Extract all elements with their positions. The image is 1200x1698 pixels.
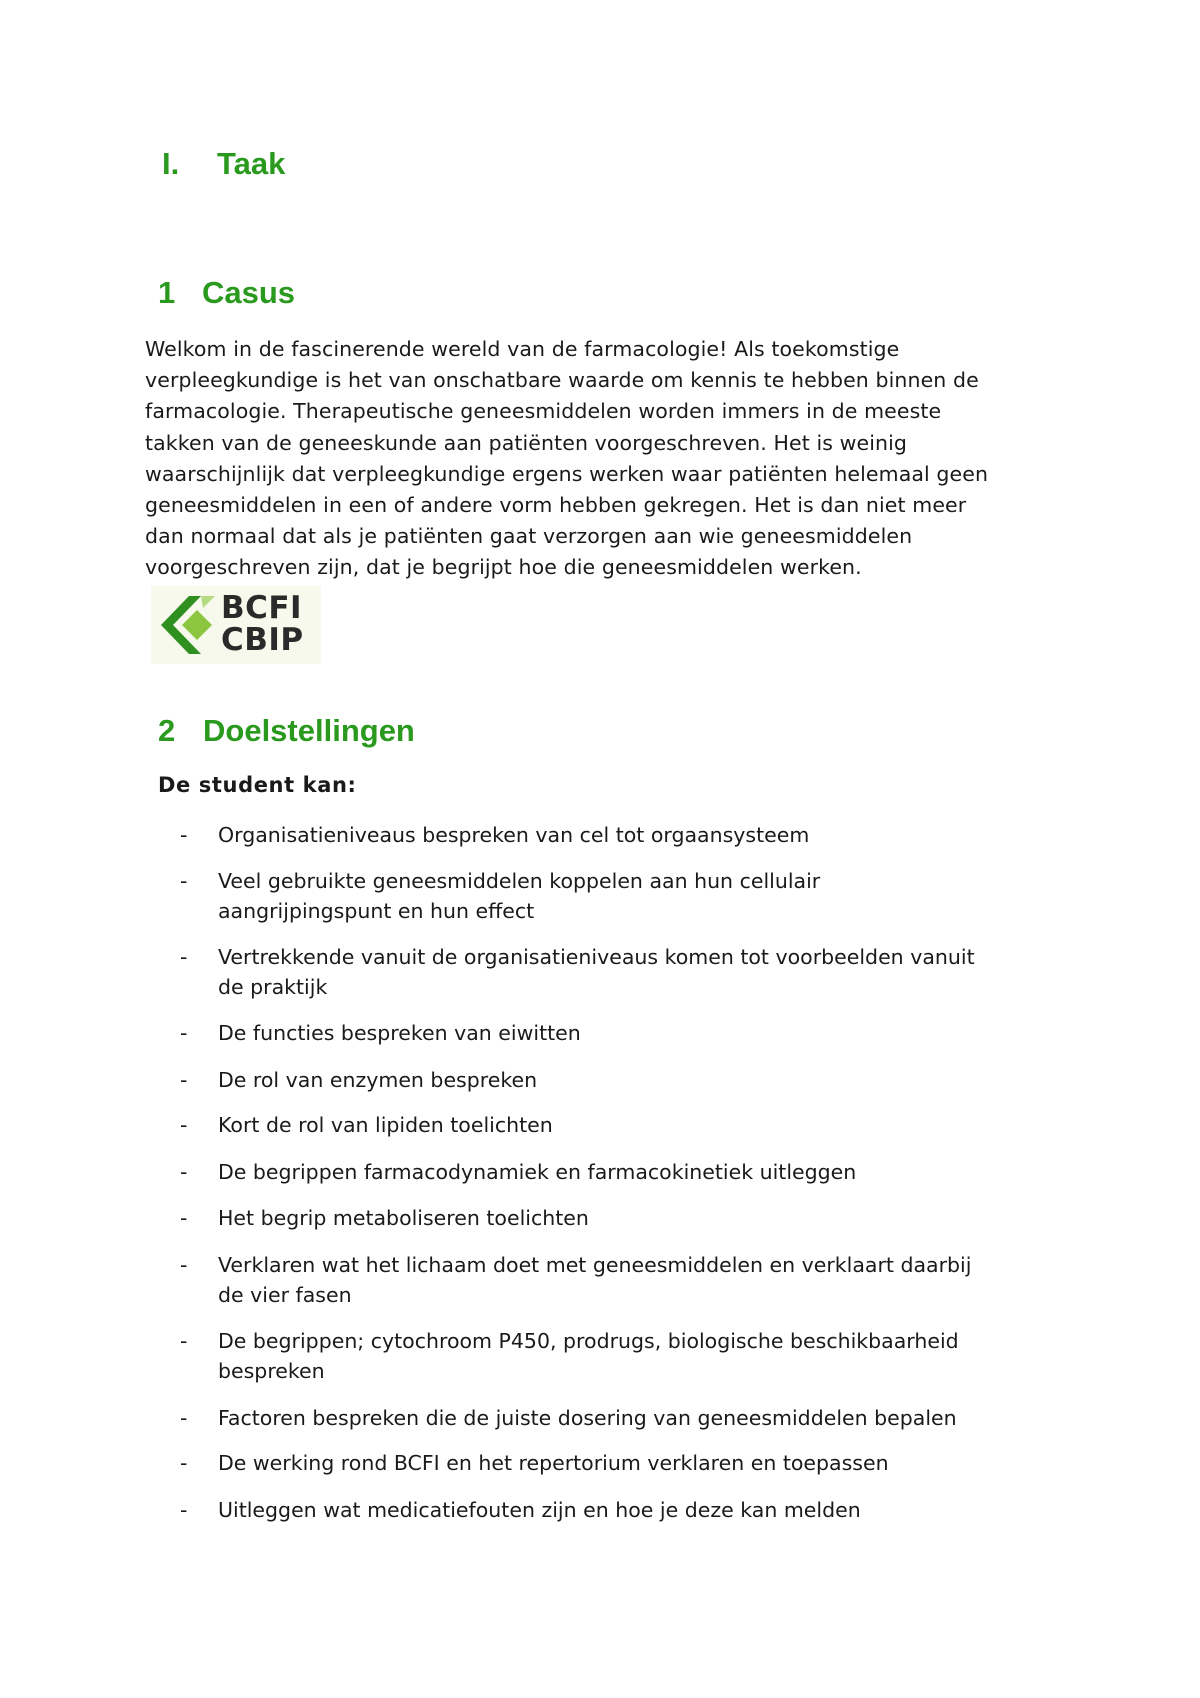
list-item-text [218,1018,1078,1048]
list-item-text [218,1495,1078,1525]
bullet-dash: - [180,945,188,969]
heading-title: Casus [202,275,296,310]
list-item-line: Kort de rol van lipiden toelichten [218,1113,553,1137]
list-item-text [218,1065,1078,1095]
list-item-line: Factoren bespreken die de juiste dosering van geneesmiddelen bepalen [218,1406,957,1430]
heading-doelstellingen [158,713,415,749]
bullet-dash: - [180,1206,188,1230]
list-item-line: de vier fasen [218,1283,352,1307]
paragraph-line: farmacologie. Therapeutische geneesmiddelen worden immers in de meeste [145,399,942,424]
bullet-dash: - [180,1451,188,1475]
paragraph-line: Welkom in de fascinerende wereld van de farmacologie! Als toekomstige [145,337,900,361]
objectives-lead: De student kan: [158,773,357,797]
list-item-line: Vertrekkende vanuit de organisatieniveaus komen tot voorbeelden vanuit [218,945,975,969]
bullet-dash: - [180,1160,188,1184]
list-item-text [218,1448,1078,1478]
list-item-line: Organisatieniveaus bespreken van cel tot orgaansysteem [218,823,810,847]
list-item-line: Veel gebruikte geneesmiddelen koppelen aan hun cellulair [218,869,821,893]
list-item-line: de praktijk [218,975,328,999]
logo-line-cbip: CBIP [221,622,304,658]
bullet-dash: - [180,1498,188,1522]
bullet-dash: - [180,1253,188,1277]
heading-number: 2 [158,713,176,748]
paragraph-line: geneesmiddelen in een of andere vorm hebben gekregen. Het is dan niet meer [145,493,967,518]
list-item-text [218,1403,1078,1433]
list-item-text [218,1110,1078,1140]
paragraph-line: takken van de geneeskunde aan patiënten voorgeschreven. Het is weinig [145,430,908,455]
bullet-dash: - [180,869,188,893]
list-item-text [218,1326,1078,1386]
heading-taak [162,146,285,182]
list-item-line: Het begrip metaboliseren toelichten [218,1206,589,1230]
list-item-line: Verklaren wat het lichaam doet met geneesmiddelen en verklaart daarbij [218,1253,972,1277]
list-item-line: De rol van enzymen bespreken [218,1068,538,1092]
paragraph-line: waarschijnlijk dat verpleegkundige ergens werken waar patiënten helemaal geen [145,461,989,486]
list-item-text [218,1157,1078,1187]
list-item-line: De begrippen farmacodynamiek en farmacokinetiek uitleggen [218,1160,857,1184]
logo-text [221,592,304,656]
heading-casus [158,275,295,311]
heading-number: I. [162,146,180,181]
bullet-dash: - [180,1021,188,1045]
list-item-text [218,1203,1078,1233]
list-item-text [218,942,1078,1002]
list-item-line: Uitleggen wat medicatiefouten zijn en hoe je deze kan melden [218,1498,861,1522]
bullet-dash: - [180,823,188,847]
bullet-dash: - [180,1113,188,1137]
list-item-line: De werking rond BCFI en het repertorium verklaren en toepassen [218,1451,889,1475]
heading-title: Doelstellingen [203,713,415,748]
logo-line-bcfi: BCFI [221,590,303,626]
paragraph-line: voorgeschreven zijn, dat je begrijpt hoe die geneesmiddelen werken. [145,555,862,580]
bullet-dash: - [180,1329,188,1353]
list-item-text [218,866,1078,926]
heading-title: Taak [217,146,286,181]
list-item-line: De begrippen; cytochroom P450, prodrugs, biologische beschikbaarheid [218,1329,959,1353]
list-item-line: De functies bespreken van eiwitten [218,1021,581,1045]
paragraph-line: verpleegkundige is het van onschatbare waarde om kennis te hebben binnen de [145,368,979,393]
heading-number: 1 [158,275,176,310]
bullet-dash: - [180,1068,188,1092]
list-item-line: aangrijpingspunt en hun effect [218,899,535,923]
paragraph-line: dan normaal dat als je patiënten gaat verzorgen aan wie geneesmiddelen [145,524,913,549]
casus-paragraph [145,334,1085,584]
list-item-line: bespreken [218,1359,325,1383]
bcfi-chevron-icon [159,594,219,656]
list-item-text [218,1250,1078,1310]
bullet-dash: - [180,1406,188,1430]
bcfi-cbip-logo [151,586,321,664]
list-item-text [218,820,1078,850]
